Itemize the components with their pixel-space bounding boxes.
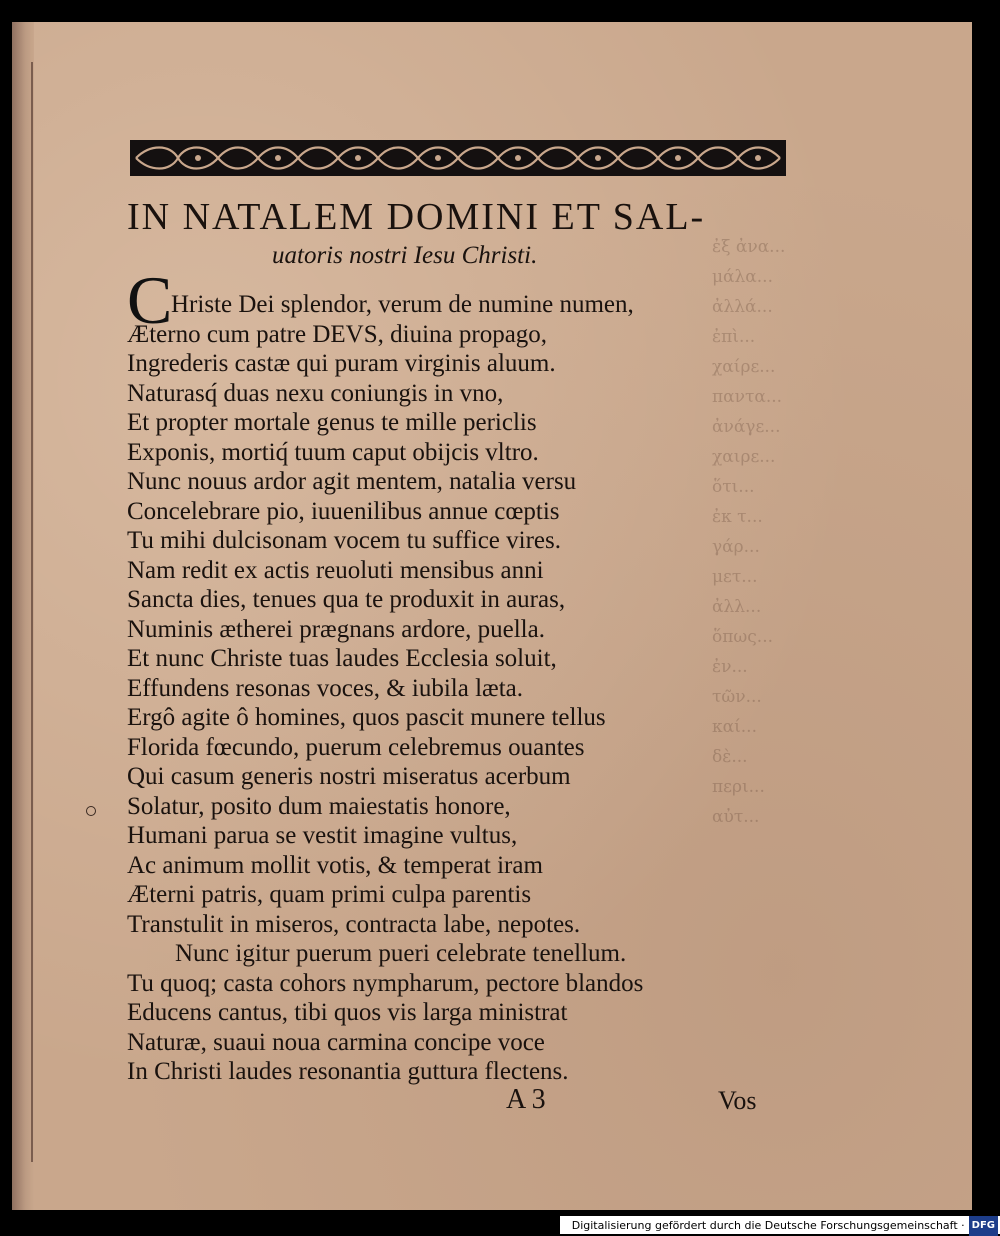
verse-line: Et propter mortale genus te mille periclis [127, 409, 537, 436]
verse-line: Florida fœcundo, puerum celebremus ouantes [127, 733, 585, 761]
verse-line: Educens cantus, tibi quos vis larga ministrat [127, 999, 568, 1026]
verse-line: Numinis ætherei prægnans ardore, puella. [127, 615, 545, 643]
verse-line: Ingrederis castæ qui puram virginis aluum. [127, 350, 556, 377]
verse-line: In Christi laudes resonantia guttura flectens. [127, 1058, 569, 1085]
decorative-header-border [130, 140, 786, 176]
verse-line: Naturæ, suaui noua carmina concipe voce [127, 1028, 545, 1056]
title-line-2: uatoris nostri Iesu Christi. [272, 242, 538, 269]
verse-line: Nunc igitur puerum pueri celebrate tenellum. [175, 940, 627, 967]
verse-line: Qui casum generis nostri miseratus acerbum [127, 763, 571, 790]
verse-line: Humani parua se vestit imagine vultus, [127, 822, 518, 849]
verse-line: Et nunc Christe tuas laudes Ecclesia soluit, [127, 645, 557, 672]
verse-line: Concelebrare pio, iuuenilibus annue cœptis [127, 497, 560, 525]
verse-line: Solatur, posito dum maiestatis honore, [127, 792, 511, 820]
verse-line: Æterno cum patre DEVS, diuina propago, [127, 320, 548, 348]
verse-line: Naturasq́ duas nexu coniungis in vno, [127, 379, 504, 407]
banner-text: Digitalisierung gefördert durch die Deutsche Forschungsgemeinschaft · [571, 1219, 965, 1232]
margin-mark [86, 806, 96, 816]
verse-line: Ergô agite ô homines, quos pascit munere tellus [127, 704, 606, 731]
verse-line: Ac animum mollit votis, & temperat iram [127, 851, 543, 879]
catchword: Vos [718, 1086, 757, 1115]
verse-line: Sancta dies, tenues qua te produxit in auras, [127, 586, 566, 613]
scroll-ornament-icon [130, 140, 786, 176]
gutter-line [31, 62, 33, 1162]
book-page [12, 22, 972, 1210]
verse-line: Tu mihi dulcisonam vocem tu suffice vires. [127, 527, 561, 554]
poem-verses [127, 290, 807, 1087]
verse-line: Transtulit in miseros, contracta labe, nepotes. [127, 910, 581, 938]
verse-line: Hriste Dei splendor, verum de numine numen, [171, 291, 634, 318]
digitization-banner [560, 1216, 1000, 1234]
verse-line: Effundens resonas voces, & iubila læta. [127, 674, 523, 702]
title-line-1: IN NATALEM DOMINI ET SAL- [127, 196, 706, 238]
dfg-logo-icon: DFG [969, 1216, 998, 1236]
verse-line: Æterni patris, quam primi culpa parentis [127, 881, 532, 908]
verse-line: Exponis, mortiq́ tuum caput obijcis vltro. [127, 438, 539, 466]
show-through-text: ἐξ ἀνα... μάλα... ἀλλά... ἐπὶ... χαίρε... παντα... ἀνάγε... χαιρε... ὅτι... ἐκ τ... γάρ... μετ... ἀλλ... ὅπως... ἐν... τῶν... καί... δὲ... περι... αὐτ... [712, 237, 786, 827]
verse-line: Nam redit ex actis reuoluti mensibus anni [127, 556, 544, 584]
verse-line: Tu quoq; casta cohors nympharum, pectore blandos [127, 969, 644, 997]
drop-capital: C [127, 262, 173, 338]
signature-mark: A 3 [506, 1084, 546, 1115]
verse-line: Nunc nouus ardor agit mentem, natalia versu [127, 468, 577, 495]
